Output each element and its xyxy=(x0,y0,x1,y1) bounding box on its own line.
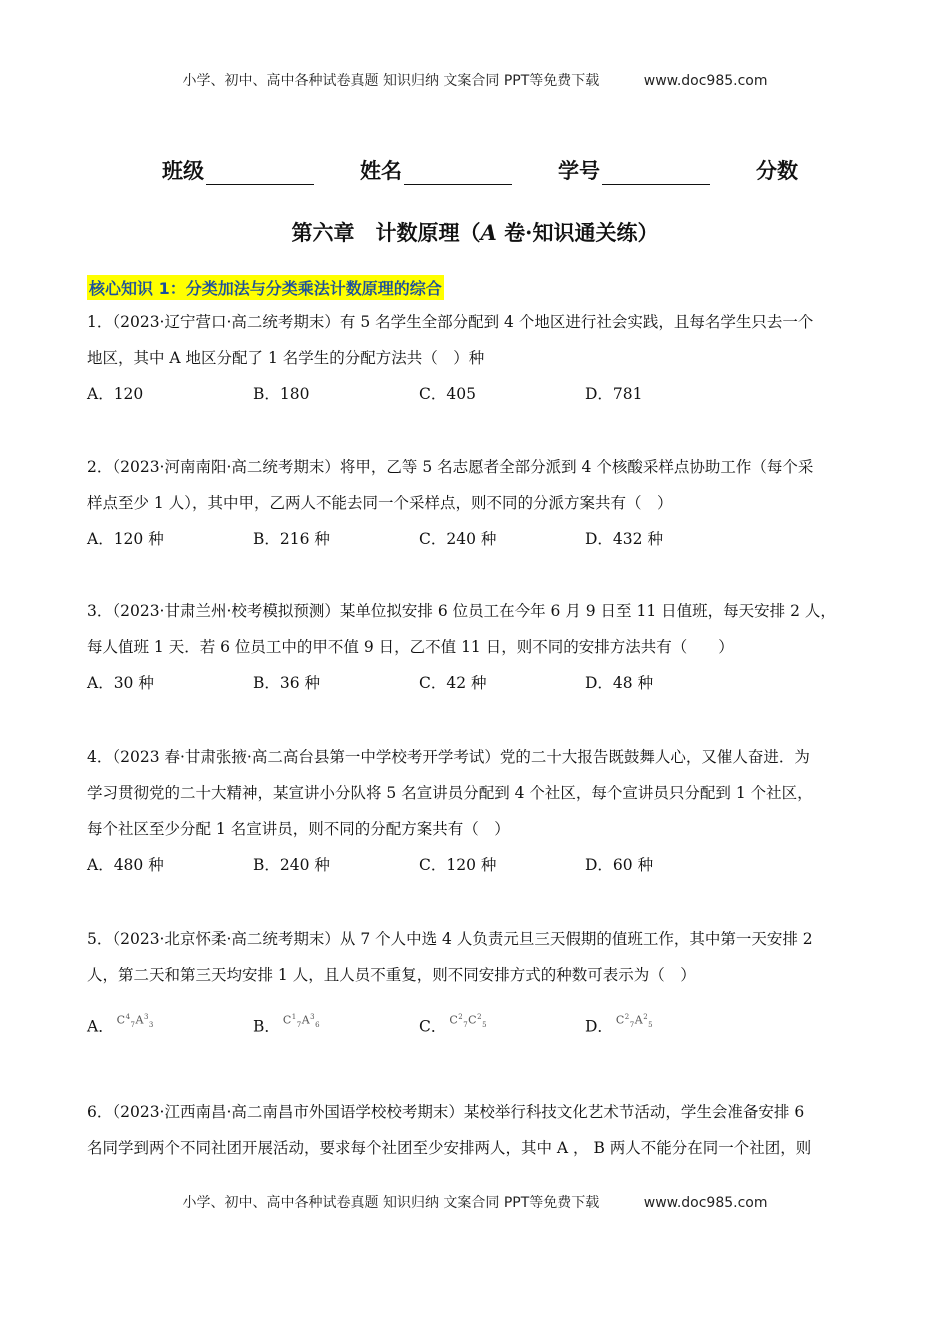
option-c[interactable]: C．42 种 xyxy=(419,674,487,692)
question-5 xyxy=(87,921,867,1035)
name-label: 姓名 xyxy=(360,158,402,183)
class-label: 班级 xyxy=(162,158,204,183)
question-line: 学习贯彻党的二十大精神，某宣讲小分队将 5 名宣讲员分配到 4 个社区，每个宣讲员只分配到 1 个社区， xyxy=(87,784,813,802)
option-d[interactable]: D．48 种 xyxy=(585,674,654,692)
header-text: 小学、初中、高中各种试卷真题 知识归纳 文案合同 PPT等免费下载 xyxy=(182,73,600,89)
section-heading: 核心知识 1：分类加法与分类乘法计数原理的综合 xyxy=(87,275,444,300)
footer-text: 小学、初中、高中各种试卷真题 知识归纳 文案合同 PPT等免费下载 xyxy=(182,1195,600,1211)
id-field xyxy=(558,155,710,185)
question-line: 名同学到两个不同社团开展活动，要求每个社团至少安排两人，其中 A ， B 两人不能分在同一个社团，则 xyxy=(87,1139,812,1157)
page-header xyxy=(0,70,950,90)
option-b-label: B． xyxy=(253,1017,280,1036)
score-label: 分数 xyxy=(756,158,798,183)
name-blank[interactable] xyxy=(404,164,512,185)
question-1 xyxy=(87,304,867,412)
page-footer xyxy=(0,1192,950,1212)
class-blank[interactable] xyxy=(206,164,314,185)
option-d[interactable]: D．781 xyxy=(585,385,643,403)
option-c[interactable]: C．120 种 xyxy=(419,856,497,874)
formula-a: $C^4_7A^3_3$ xyxy=(116,1013,154,1029)
option-a[interactable]: A．480 种 xyxy=(87,856,164,874)
question-4 xyxy=(87,739,867,883)
option-a[interactable]: A．120 种 xyxy=(87,530,164,548)
option-d[interactable] xyxy=(585,999,751,1035)
question-line: 地区，其中 A 地区分配了 1 名学生的分配方法共（ ）种 xyxy=(87,349,485,367)
name-field xyxy=(360,155,512,185)
option-b[interactable]: B．240 种 xyxy=(253,856,330,874)
chapter-title xyxy=(0,217,950,247)
formula-c: $C^2_7C^2_5$ xyxy=(449,1013,488,1029)
student-info-row xyxy=(162,155,802,185)
title-prefix: 第六章 计数原理（ xyxy=(291,220,481,245)
question-2 xyxy=(87,449,867,557)
score-field xyxy=(756,155,798,185)
footer-link[interactable]: www.doc985.com xyxy=(643,1195,768,1211)
option-d[interactable]: D．432 种 xyxy=(585,530,663,548)
question-line: 每个社区至少分配 1 名宣讲员，则不同的分配方案共有（ ） xyxy=(87,820,510,838)
option-c[interactable]: C．240 种 xyxy=(419,530,497,548)
question-line: 每人值班 1 天．若 6 位员工中的甲不值 9 日，乙不值 11 日，则不同的安排方法共有（ ） xyxy=(87,638,734,656)
options-row xyxy=(87,999,867,1035)
title-italic: A xyxy=(480,220,497,245)
option-c[interactable]: C．405 xyxy=(419,385,476,403)
option-a-label: A． xyxy=(87,1017,114,1036)
option-a[interactable]: A．120 xyxy=(87,385,144,403)
option-b[interactable]: B．180 xyxy=(253,385,310,403)
formula-b: $C^1_7A^3_6$ xyxy=(282,1013,321,1029)
options-row xyxy=(87,665,867,701)
question-line: 2．（2023·河南南阳·高二统考期末）将甲，乙等 5 名志愿者全部分派到 4 个核酸采样点协助工作（每个采 xyxy=(87,458,814,476)
options-row xyxy=(87,521,867,557)
option-b[interactable]: B．36 种 xyxy=(253,674,321,692)
options-row xyxy=(87,847,867,883)
option-c[interactable] xyxy=(419,999,585,1035)
id-blank[interactable] xyxy=(602,164,710,185)
header-link[interactable]: www.doc985.com xyxy=(643,73,768,89)
question-line: 6．（2023·江西南昌·高二南昌市外国语学校校考期末）某校举行科技文化艺术节活动，学生会准备安排 6 xyxy=(87,1103,805,1121)
option-d[interactable]: D．60 种 xyxy=(585,856,654,874)
options-row xyxy=(87,376,867,412)
question-line: 5．（2023·北京怀柔·高二统考期末）从 7 个人中选 4 人负责元旦三天假期的值班工作，其中第一天安排 2 xyxy=(87,930,813,948)
title-suffix: 卷·知识通关练） xyxy=(496,220,659,245)
formula-d: $C^2_7A^2_5$ xyxy=(615,1013,654,1029)
option-d-label: D． xyxy=(585,1017,613,1036)
class-field xyxy=(162,155,314,185)
id-label: 学号 xyxy=(558,158,600,183)
question-line: 样点至少 1 人），其中甲，乙两人不能去同一个采样点，则不同的分派方案共有（ ） xyxy=(87,494,673,512)
question-line: 4．（2023 春·甘肃张掖·高二高台县第一中学校考开学考试）党的二十大报告既鼓舞人心，又催人奋进．为 xyxy=(87,748,810,766)
option-b[interactable]: B．216 种 xyxy=(253,530,330,548)
option-a[interactable]: A．30 种 xyxy=(87,674,154,692)
question-line: 3．（2023·甘肃兰州·校考模拟预测）某单位拟安排 6 位员工在今年 6 月 9 日至 11 日值班，每天安排 2 人， xyxy=(87,602,836,620)
question-3 xyxy=(87,593,867,701)
question-6 xyxy=(87,1094,867,1166)
option-c-label: C． xyxy=(419,1017,447,1036)
option-b[interactable] xyxy=(253,999,419,1035)
question-line: 1．（2023·辽宁营口·高二统考期末）有 5 名学生全部分配到 4 个地区进行社会实践，且每名学生只去一个 xyxy=(87,313,814,331)
option-a[interactable] xyxy=(87,999,253,1035)
question-line: 人，第二天和第三天均安排 1 人，且人员不重复，则不同安排方式的种数可表示为（ ） xyxy=(87,966,696,984)
